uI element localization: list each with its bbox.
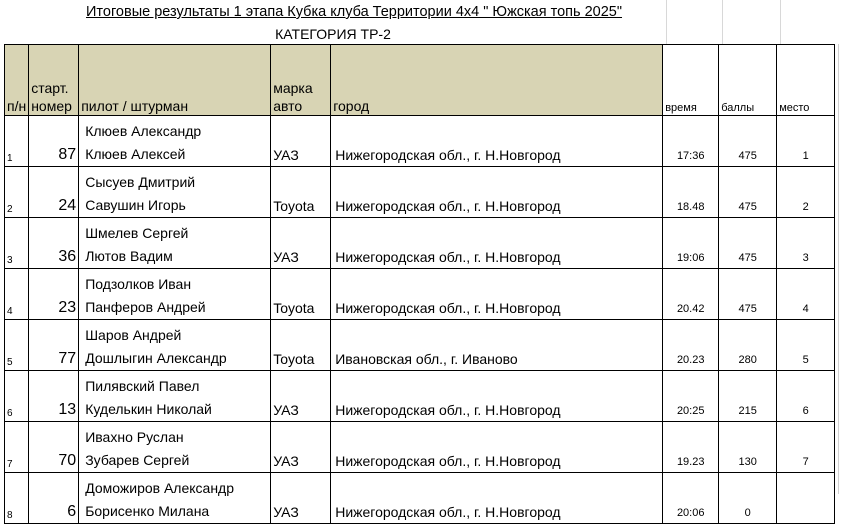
header-start-number[interactable]: старт. номер (29, 45, 79, 116)
pilot-name: Клюев Александр (85, 123, 202, 139)
header-row (5, 45, 835, 116)
pilot-name: Сысуев Дмитрий (85, 174, 196, 190)
start-number-cell[interactable]: 13 (29, 371, 79, 422)
time-cell[interactable]: 19.23 (663, 422, 719, 473)
row-num-cell[interactable]: 1 (5, 116, 29, 167)
pilot-cell[interactable] (79, 116, 271, 167)
points-cell[interactable]: 475 (719, 269, 777, 320)
table-row (5, 116, 835, 167)
pilot-name: Шаров Андрей (85, 327, 182, 343)
header-auto[interactable]: марка авто (271, 45, 331, 116)
navigator-name: Зубарев Сергей (85, 452, 190, 468)
header-place[interactable]: место (777, 45, 835, 116)
time-cell[interactable]: 20:06 (663, 473, 719, 524)
navigator-name: Лютов Вадим (85, 248, 173, 264)
time-cell[interactable]: 19:06 (663, 218, 719, 269)
auto-cell[interactable]: Toyota (271, 320, 331, 371)
row-num-cell[interactable]: 5 (5, 320, 29, 371)
time-cell[interactable]: 20.42 (663, 269, 719, 320)
pilot-cell[interactable] (79, 473, 271, 524)
header-points[interactable]: баллы (719, 45, 777, 116)
place-cell[interactable]: 2 (777, 167, 835, 218)
points-cell[interactable]: 475 (719, 116, 777, 167)
city-cell[interactable]: Нижегородская обл., г. Н.Новгород (331, 371, 663, 422)
pilot-name: Подзолков Иван (85, 276, 192, 292)
points-cell[interactable]: 0 (719, 473, 777, 524)
city-cell[interactable]: Нижегородская обл., г. Н.Новгород (331, 167, 663, 218)
gridline (722, 0, 723, 44)
row-num-cell[interactable]: 6 (5, 371, 29, 422)
points-cell[interactable]: 280 (719, 320, 777, 371)
city-cell[interactable]: Нижегородская обл., г. Н.Новгород (331, 116, 663, 167)
table-row (5, 473, 835, 524)
place-cell[interactable]: 5 (777, 320, 835, 371)
navigator-name: Борисенко Милана (85, 503, 210, 519)
auto-cell[interactable]: УАЗ (271, 218, 331, 269)
start-number-cell[interactable]: 70 (29, 422, 79, 473)
auto-cell[interactable]: Toyota (271, 269, 331, 320)
pilot-cell[interactable] (79, 218, 271, 269)
place-cell[interactable]: 7 (777, 422, 835, 473)
time-cell[interactable]: 20.23 (663, 320, 719, 371)
gridline (838, 44, 839, 494)
start-number-cell[interactable]: 24 (29, 167, 79, 218)
place-cell[interactable]: 1 (777, 116, 835, 167)
pilot-name: Шмелев Сергей (85, 225, 189, 241)
row-num-cell[interactable]: 3 (5, 218, 29, 269)
pilot-cell[interactable] (79, 320, 271, 371)
city-cell[interactable]: Нижегородская обл., г. Н.Новгород (331, 218, 663, 269)
header-num[interactable]: п/н (5, 45, 29, 116)
pilot-cell[interactable] (79, 371, 271, 422)
start-number-cell[interactable]: 87 (29, 116, 79, 167)
pilot-name: Ивахно Руслан (85, 429, 184, 445)
start-number-cell[interactable]: 77 (29, 320, 79, 371)
table-row (5, 269, 835, 320)
pilot-name: Пилявский Павел (85, 378, 200, 394)
auto-cell[interactable]: Toyota (271, 167, 331, 218)
navigator-name: Клюев Алексей (85, 146, 186, 162)
points-cell[interactable]: 475 (719, 218, 777, 269)
points-cell[interactable]: 130 (719, 422, 777, 473)
auto-cell[interactable]: УАЗ (271, 473, 331, 524)
gridline (780, 0, 781, 44)
table-row (5, 218, 835, 269)
auto-cell[interactable]: УАЗ (271, 116, 331, 167)
time-cell[interactable]: 17:36 (663, 116, 719, 167)
place-cell[interactable] (777, 473, 835, 524)
pilot-cell[interactable] (79, 167, 271, 218)
table-row (5, 371, 835, 422)
auto-cell[interactable]: УАЗ (271, 371, 331, 422)
place-cell[interactable]: 6 (777, 371, 835, 422)
header-pilot[interactable]: пилот / штурман (79, 45, 271, 116)
city-cell[interactable]: Нижегородская обл., г. Н.Новгород (331, 473, 663, 524)
gridline (666, 0, 667, 44)
auto-cell[interactable]: УАЗ (271, 422, 331, 473)
page-title: Итоговые результаты 1 этапа Кубка клуба Территории 4х4 " Южская топь 2025" (86, 4, 623, 20)
city-cell[interactable]: Нижегородская обл., г. Н.Новгород (331, 269, 663, 320)
table-row (5, 422, 835, 473)
header-time[interactable]: время (663, 45, 719, 116)
header-city[interactable]: город (331, 45, 663, 116)
place-cell[interactable]: 4 (777, 269, 835, 320)
navigator-name: Панферов Андрей (85, 299, 206, 315)
time-cell[interactable]: 18.48 (663, 167, 719, 218)
time-cell[interactable]: 20:25 (663, 371, 719, 422)
start-number-cell[interactable]: 23 (29, 269, 79, 320)
place-cell[interactable]: 3 (777, 218, 835, 269)
navigator-name: Савушин Игорь (85, 197, 186, 213)
city-cell[interactable]: Нижегородская обл., г. Н.Новгород (331, 422, 663, 473)
table-row (5, 320, 835, 371)
pilot-cell[interactable] (79, 422, 271, 473)
navigator-name: Куделькин Николай (85, 401, 212, 417)
city-cell[interactable]: Ивановская обл., г. Иваново (331, 320, 663, 371)
points-cell[interactable]: 215 (719, 371, 777, 422)
points-cell[interactable]: 475 (719, 167, 777, 218)
navigator-name: Дошлыгин Александр (85, 350, 227, 366)
row-num-cell[interactable]: 2 (5, 167, 29, 218)
pilot-name: Доможиров Александр (85, 480, 235, 496)
results-table (4, 44, 835, 524)
pilot-cell[interactable] (79, 269, 271, 320)
row-num-cell[interactable]: 8 (5, 473, 29, 524)
start-number-cell[interactable]: 6 (29, 473, 79, 524)
row-num-cell[interactable]: 4 (5, 269, 29, 320)
category-title: КАТЕГОРИЯ ТР-2 (275, 26, 391, 42)
table-row (5, 167, 835, 218)
start-number-cell[interactable]: 36 (29, 218, 79, 269)
row-num-cell[interactable]: 7 (5, 422, 29, 473)
